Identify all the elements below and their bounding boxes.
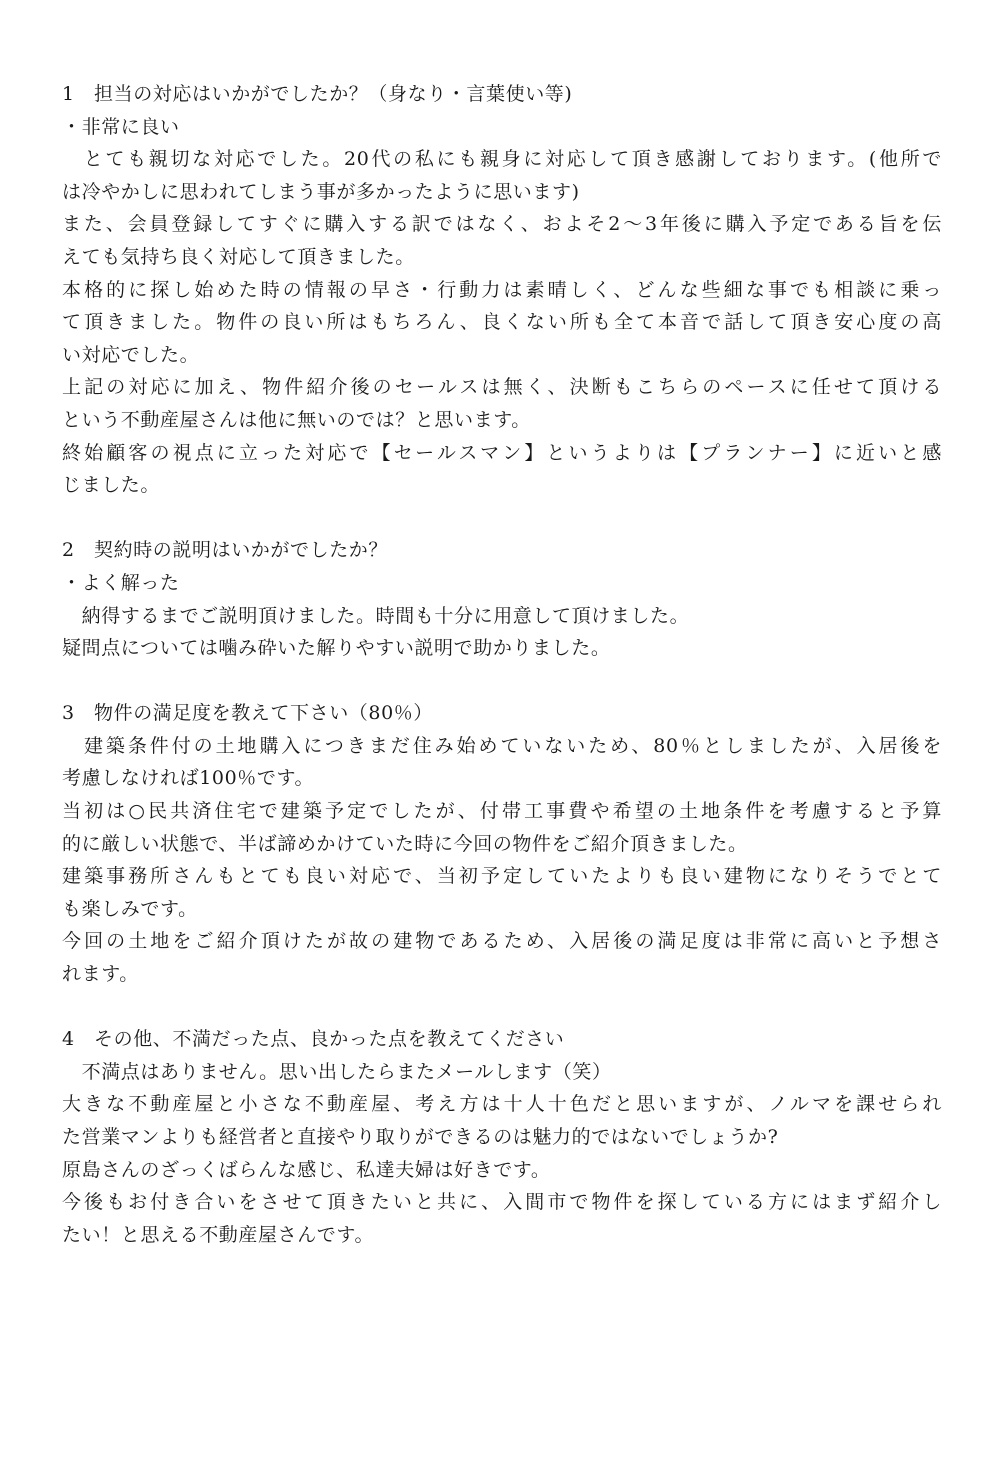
answer-line: という不動産屋さんは他に無いのでは？と思います。: [62, 408, 531, 431]
answer-line: 建築条件付の土地購入につきまだ住み始めていないため、80％としましたが、入居後を: [62, 734, 942, 757]
question-text: その他、不満だった点、良かった点を教えてください: [94, 1028, 565, 1051]
question-number: 3: [62, 702, 75, 725]
answer-line: も楽しみです。: [62, 897, 198, 920]
survey-document: [62, 78, 942, 1251]
answer-line: じました。: [62, 474, 161, 497]
answer-line: い対応でした。: [62, 343, 200, 366]
answer-line: 終始顧客の視点に立った対応で【セールスマン】というよりは【プランナー】に近いと感: [62, 441, 942, 464]
question-1-heading: [62, 78, 942, 111]
answer-2-rating: ・よく解った: [62, 571, 180, 594]
section-spacer: [62, 665, 942, 698]
answer-line: とても親切な対応でした。20代の私にも親身に対応して頂き感謝しております。(他所で: [62, 148, 942, 171]
question-number: 1: [62, 83, 75, 105]
section-spacer: [62, 502, 942, 535]
answer-line: えても気持ち良く対応して頂きました。: [62, 245, 415, 268]
answer-line: 今回の土地をご紹介頂けたが故の建物であるため、入居後の満足度は非常に高いと予想さ: [62, 930, 942, 953]
question-3-heading: [62, 697, 942, 730]
answer-line: 本格的に探し始めた時の情報の早さ・行動力は素晴しく、どんな些細な事でも相談に乗っ: [62, 278, 942, 301]
answer-line: れます。: [62, 963, 139, 986]
answer-line: 不満点はありません。思い出したらまたメールします（笑）: [62, 1060, 612, 1083]
answer-line: 原島さんのざっくばらんな感じ、私達夫婦は好きです。: [62, 1158, 551, 1181]
answer-line: たい！と思える不動産屋さんです。: [62, 1223, 375, 1246]
question-4-heading: [62, 1023, 942, 1056]
answer-line: 当初は○民共済住宅で建築予定でしたが、付帯工事費や希望の土地条件を考慮すると予算: [62, 800, 942, 823]
answer-line: 疑問点については噛み砕いた解りやすい説明で助かりました。: [62, 637, 611, 660]
question-text: 担当の対応はいかがでしたか？（身なり・言葉使い等): [94, 83, 573, 105]
answer-line: 今後もお付き合いをさせて頂きたいと共に、入間市で物件を探している方にはまず紹介し: [62, 1191, 942, 1214]
answer-line: て頂きました。物件の良い所はもちろん、良くない所も全て本音で話して頂き安心度の高: [62, 311, 942, 334]
answer-line: 上記の対応に加え、物件紹介後のセールスは無く、決断もこちらのペースに任せて頂ける: [62, 376, 942, 399]
answer-line: 建築事務所さんもとても良い対応で、当初予定していたよりも良い建物になりそうでとて: [62, 865, 942, 888]
question-text: 物件の満足度を教えて下さい（80％）: [94, 702, 433, 725]
answer-line: 考慮しなければ100％です。: [62, 767, 315, 790]
answer-line: は冷やかしに思われてしまう事が多かったように思います): [62, 180, 580, 203]
question-number: 2: [62, 539, 75, 562]
question-2-heading: [62, 534, 942, 567]
question-number: 4: [62, 1028, 75, 1051]
answer-line: た営業マンよりも経営者と直接やり取りができるのは魅力的ではないでしょうか?: [62, 1126, 779, 1148]
question-text: 契約時の説明はいかがでしたか？: [94, 539, 389, 562]
section-spacer: [62, 991, 942, 1024]
answer-line: また、会員登録してすぐに購入する訳ではなく、およそ2〜3年後に購入予定である旨を伝: [62, 213, 942, 236]
answer-line: 大きな不動産屋と小さな不動産屋、考え方は十人十色だと思いますが、ノルマを課せられ: [62, 1093, 942, 1116]
answer-line: 的に厳しい状態で、半ば諦めかけていた時に今回の物件をご紹介頂きました。: [62, 832, 748, 855]
answer-line: 納得するまでご説明頂けました。時間も十分に用意して頂けました。: [62, 604, 690, 627]
answer-1-rating: ・非常に良い: [62, 115, 180, 138]
